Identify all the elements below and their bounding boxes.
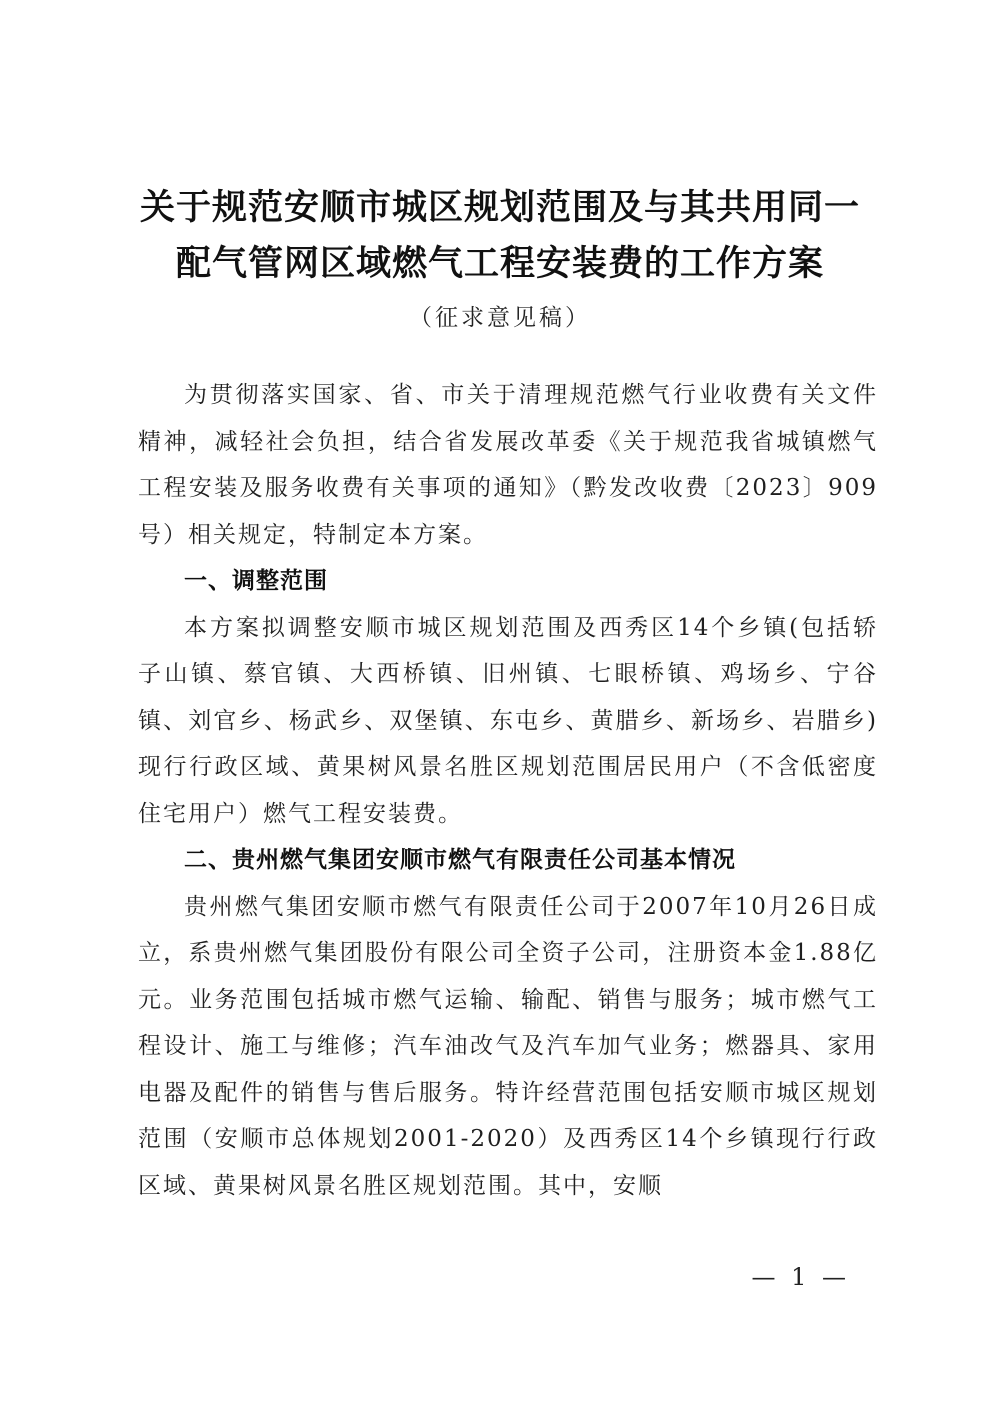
section-heading-2: 二、贵州燃气集团安顺市燃气有限责任公司基本情况 (184, 847, 736, 873)
document-title-line-1: 关于规范安顺市城区规划范围及与其共用同一 (139, 188, 860, 228)
page-number: — 1 — (751, 1263, 850, 1291)
title-block (60, 180, 940, 338)
document-title-line-2: 配气管网区域燃气工程安装费的工作方案 (175, 244, 824, 284)
intro-paragraph: 为贯彻落实国家、省、市关于清理规范燃气行业收费有关文件精神，减轻社会负担，结合省发展改革委《关于规范我省城镇燃气工程安装及服务收费有关事项的通知》（黔发改收费〔2023〕909号）相关规定，特制定本方案。 (138, 382, 878, 548)
document-subtitle: （征求意见稿） (409, 305, 591, 331)
section-paragraph-1: 本方案拟调整安顺市城区规划范围及西秀区14个乡镇(包括轿子山镇、蔡官镇、大西桥镇、旧州镇、七眼桥镇、鸡场乡、宁谷镇、刘官乡、杨武乡、双堡镇、东屯乡、黄腊乡、新场乡、岩腊乡)现行行政区域、黄果树风景名胜区规划范围居民用户（不含低密度住宅用户）燃气工程安装费。 (138, 614, 878, 827)
section-paragraph-2: 贵州燃气集团安顺市燃气有限责任公司于2007年10月26日成立，系贵州燃气集团股份有限公司全资子公司，注册资本金1.88亿元。业务范围包括城市燃气运输、输配、销售与服务；城市燃气工程设计、施工与维修；汽车油改气及汽车加气业务；燃器具、家用电器及配件的销售与售后服务。特许经营范围包括安顺市城区规划范围（安顺市总体规划2001-2020）及西秀区14个乡镇现行行政区域、黄果树风景名胜区规划范围。其中，安顺 (138, 893, 878, 1199)
document-body (138, 372, 878, 1209)
section-heading-1: 一、调整范围 (184, 568, 328, 594)
